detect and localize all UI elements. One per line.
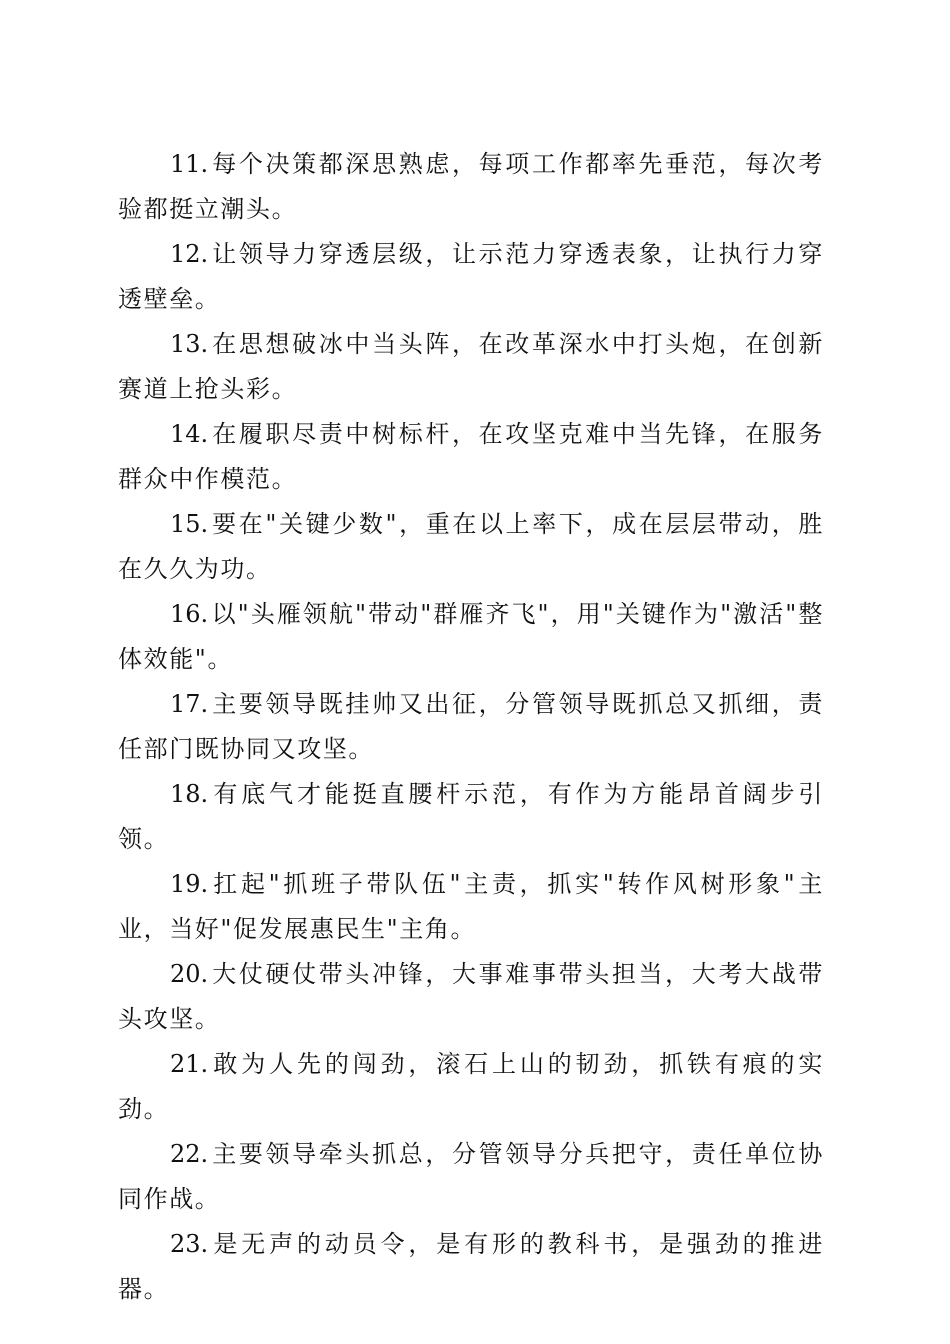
- list-item: [118, 862, 824, 952]
- item-number: 15.: [170, 510, 209, 538]
- list-item: [118, 682, 824, 772]
- item-text: 在履职尽责中树标杆，在攻坚克难中当先锋，在服务群众中作模范。: [118, 420, 824, 493]
- item-number: 11.: [170, 150, 209, 178]
- item-number: 14.: [170, 420, 209, 448]
- list-item: [118, 232, 824, 322]
- document-body: [118, 142, 824, 1312]
- item-number: 23.: [170, 1230, 209, 1258]
- list-item: [118, 502, 824, 592]
- item-text: 敢为人先的闯劲，滚石上山的韧劲，抓铁有痕的实劲。: [118, 1050, 824, 1123]
- item-text: 大仗硬仗带头冲锋，大事难事带头担当，大考大战带头攻坚。: [118, 960, 824, 1033]
- item-text: 有底气才能挺直腰杆示范，有作为方能昂首阔步引领。: [118, 780, 824, 853]
- item-number: 13.: [170, 330, 209, 358]
- list-item: [118, 412, 824, 502]
- item-text: 主要领导牵头抓总，分管领导分兵把守，责任单位协同作战。: [118, 1140, 824, 1213]
- item-number: 20.: [170, 960, 209, 988]
- list-item: [118, 1222, 824, 1312]
- item-number: 19.: [170, 870, 209, 898]
- item-text: 每个决策都深思熟虑，每项工作都率先垂范，每次考验都挺立潮头。: [118, 150, 824, 223]
- item-number: 18.: [170, 780, 209, 808]
- list-item: [118, 772, 824, 862]
- item-text: 以"头雁领航"带动"群雁齐飞"，用"关键作为"激活"整体效能"。: [118, 600, 824, 673]
- item-text: 在思想破冰中当头阵，在改革深水中打头炮，在创新赛道上抢头彩。: [118, 330, 824, 403]
- item-text: 让领导力穿透层级，让示范力穿透表象，让执行力穿透壁垒。: [118, 240, 824, 313]
- list-item: [118, 142, 824, 232]
- item-text: 要在"关键少数"，重在以上率下，成在层层带动，胜在久久为功。: [118, 510, 824, 583]
- item-number: 16.: [170, 600, 209, 628]
- item-number: 21.: [170, 1050, 209, 1078]
- list-item: [118, 322, 824, 412]
- item-number: 12.: [170, 240, 209, 268]
- item-text: 扛起"抓班子带队伍"主责，抓实"转作风树形象"主业，当好"促发展惠民生"主角。: [118, 870, 824, 943]
- item-text: 主要领导既挂帅又出征，分管领导既抓总又抓细，责任部门既协同又攻坚。: [118, 690, 824, 763]
- item-text: 是无声的动员令，是有形的教科书，是强劲的推进器。: [118, 1230, 824, 1303]
- list-item: [118, 592, 824, 682]
- item-number: 17.: [170, 690, 209, 718]
- list-item: [118, 1042, 824, 1132]
- item-number: 22.: [170, 1140, 209, 1168]
- list-item: [118, 1132, 824, 1222]
- list-item: [118, 952, 824, 1042]
